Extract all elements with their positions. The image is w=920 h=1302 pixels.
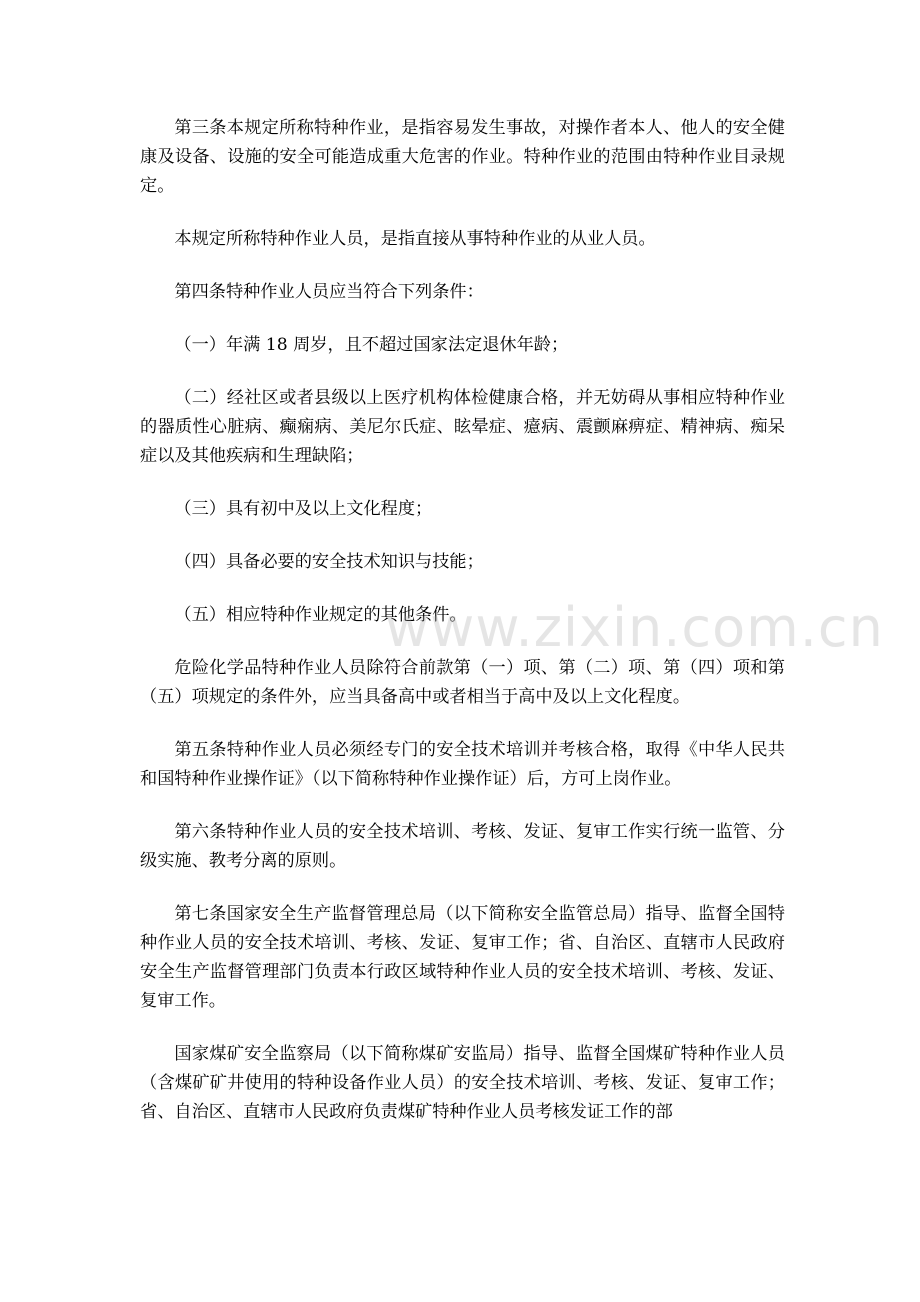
paragraph: （四）具备必要的安全技术知识与技能； <box>174 552 484 572</box>
paragraph: （五）相应特种作业规定的其他条件。 <box>174 605 467 625</box>
paragraph: （二）经社区或者县级以上医疗机构体检健康合格，并无妨碍从事相应特种作业的器质性心脏病、癫痫病、美尼尔氏症、眩晕症、癔病、震颤麻痹症、精神病、痴呆症以及其他疾病和生理缺陷； <box>140 388 785 466</box>
paragraph: 第五条特种作业人员必须经专门的安全技术培训并考核合格，取得《中华人民共和国特种作业操作证》（以下简称特种作业操作证）后，方可上岗作业。 <box>140 740 785 789</box>
watermark: www.zixin.com.cn <box>385 596 884 659</box>
paragraph: （一）年满 18 周岁，且不超过国家法定退休年龄； <box>174 335 569 355</box>
paragraph: （三）具有初中及以上文化程度； <box>174 499 433 519</box>
paragraph: 第三条本规定所称特种作业，是指容易发生事故，对操作者本人、他人的安全健康及设备、设施的安全可能造成重大危害的作业。特种作业的范围由特种作业目录规定。 <box>140 118 785 196</box>
document-body <box>140 114 785 1151</box>
paragraph: 本规定所称特种作业人员，是指直接从事特种作业的从业人员。 <box>174 229 656 249</box>
paragraph: 国家煤矿安全监察局（以下简称煤矿安监局）指导、监督全国煤矿特种作业人员（含煤矿矿井使用的特种设备作业人员）的安全技术培训、考核、发证、复审工作；省、自治区、直辖市人民政府负责煤矿特种作业人员考核发证工作的部 <box>140 1044 785 1122</box>
paragraph: 第六条特种作业人员的安全技术培训、考核、发证、复审工作实行统一监管、分级实施、教考分离的原则。 <box>140 822 785 871</box>
paragraph: 危险化学品特种作业人员除符合前款第（一）项、第（二）项、第（四）项和第（五）项规定的条件外，应当具备高中或者相当于高中及以上文化程度。 <box>140 658 785 707</box>
paragraph: 第四条特种作业人员应当符合下列条件： <box>174 282 484 302</box>
paragraph: 第七条国家安全生产监督管理总局（以下简称安全监管总局）指导、监督全国特种作业人员的安全技术培训、考核、发证、复审工作；省、自治区、直辖市人民政府安全生产监督管理部门负责本行政区域特种作业人员的安全技术培训、考核、发证、复审工作。 <box>140 904 785 1011</box>
